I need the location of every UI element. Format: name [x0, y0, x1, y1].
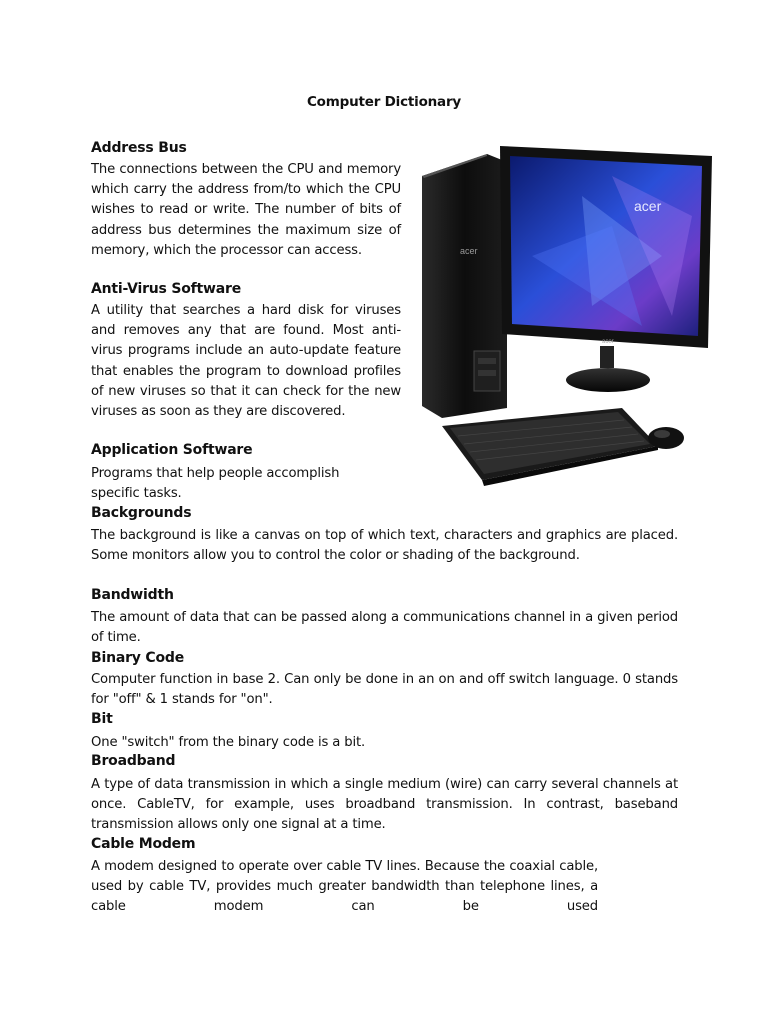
page-title: Computer Dictionary: [306, 94, 462, 110]
definition-anti-virus-software: A utility that searches a hard disk for viruses and removes any that are found. Most anti-virus programs include an auto-update feature that enables the program to download profiles of new viruses so that it can check for the new viruses as soon as they are discovered.: [91, 303, 401, 420]
keyboard: [442, 408, 658, 486]
definition-backgrounds: The background is like a canvas on top of which text, characters and graphics are placed. Some monitors allow you to control the color or shading of the background.: [91, 528, 678, 564]
mouse: [648, 427, 684, 449]
term-bit: Bit: [91, 711, 113, 727]
term-anti-virus-software: Anti-Virus Software: [91, 281, 242, 297]
definition-binary-code: Computer function in base 2. Can only be done in an on and off switch language. 0 stands for "off" & 1 stands for "on".: [91, 672, 678, 708]
term-backgrounds: Backgrounds: [91, 505, 192, 521]
desktop-computer-image: [412, 136, 712, 500]
definition-bandwidth: The amount of data that can be passed along a communications channel in a given period of time.: [91, 610, 678, 646]
monitor: [500, 146, 712, 392]
definition-bit: One "switch" from the binary code is a bit.: [91, 735, 366, 750]
term-cable-modem: Cable Modem: [91, 836, 196, 852]
term-broadband: Broadband: [91, 753, 176, 769]
definition-broadband: A type of data transmission in which a single medium (wire) can carry several channels at once. CableTV, for example, uses broadband transmission. In contrast, baseband transmission allows only one signal at a time.: [91, 777, 678, 833]
definition-cable-modem: A modem designed to operate over cable TV lines. Because the coaxial cable, used by cable TV, provides much greater bandwidth than telephone lines, a cable modem can be used: [91, 859, 598, 915]
screen-brand-logo: acer: [634, 198, 662, 214]
term-application-software: Application Software: [91, 442, 253, 458]
svg-text:acer: acer: [602, 339, 614, 345]
term-binary-code: Binary Code: [91, 650, 184, 666]
definition-address-bus: The connections between the CPU and memory which carry the address from/to which the CPU wishes to read or write. The number of bits of address bus determines the maximum size of memory, which the processor can access.: [91, 162, 401, 258]
term-address-bus: Address Bus: [91, 140, 187, 156]
tower-brand-logo: acer: [460, 246, 478, 256]
definition-application-software: Programs that help people accomplish specific tasks.: [91, 466, 340, 502]
term-bandwidth: Bandwidth: [91, 587, 174, 603]
tower-case: [422, 154, 507, 418]
